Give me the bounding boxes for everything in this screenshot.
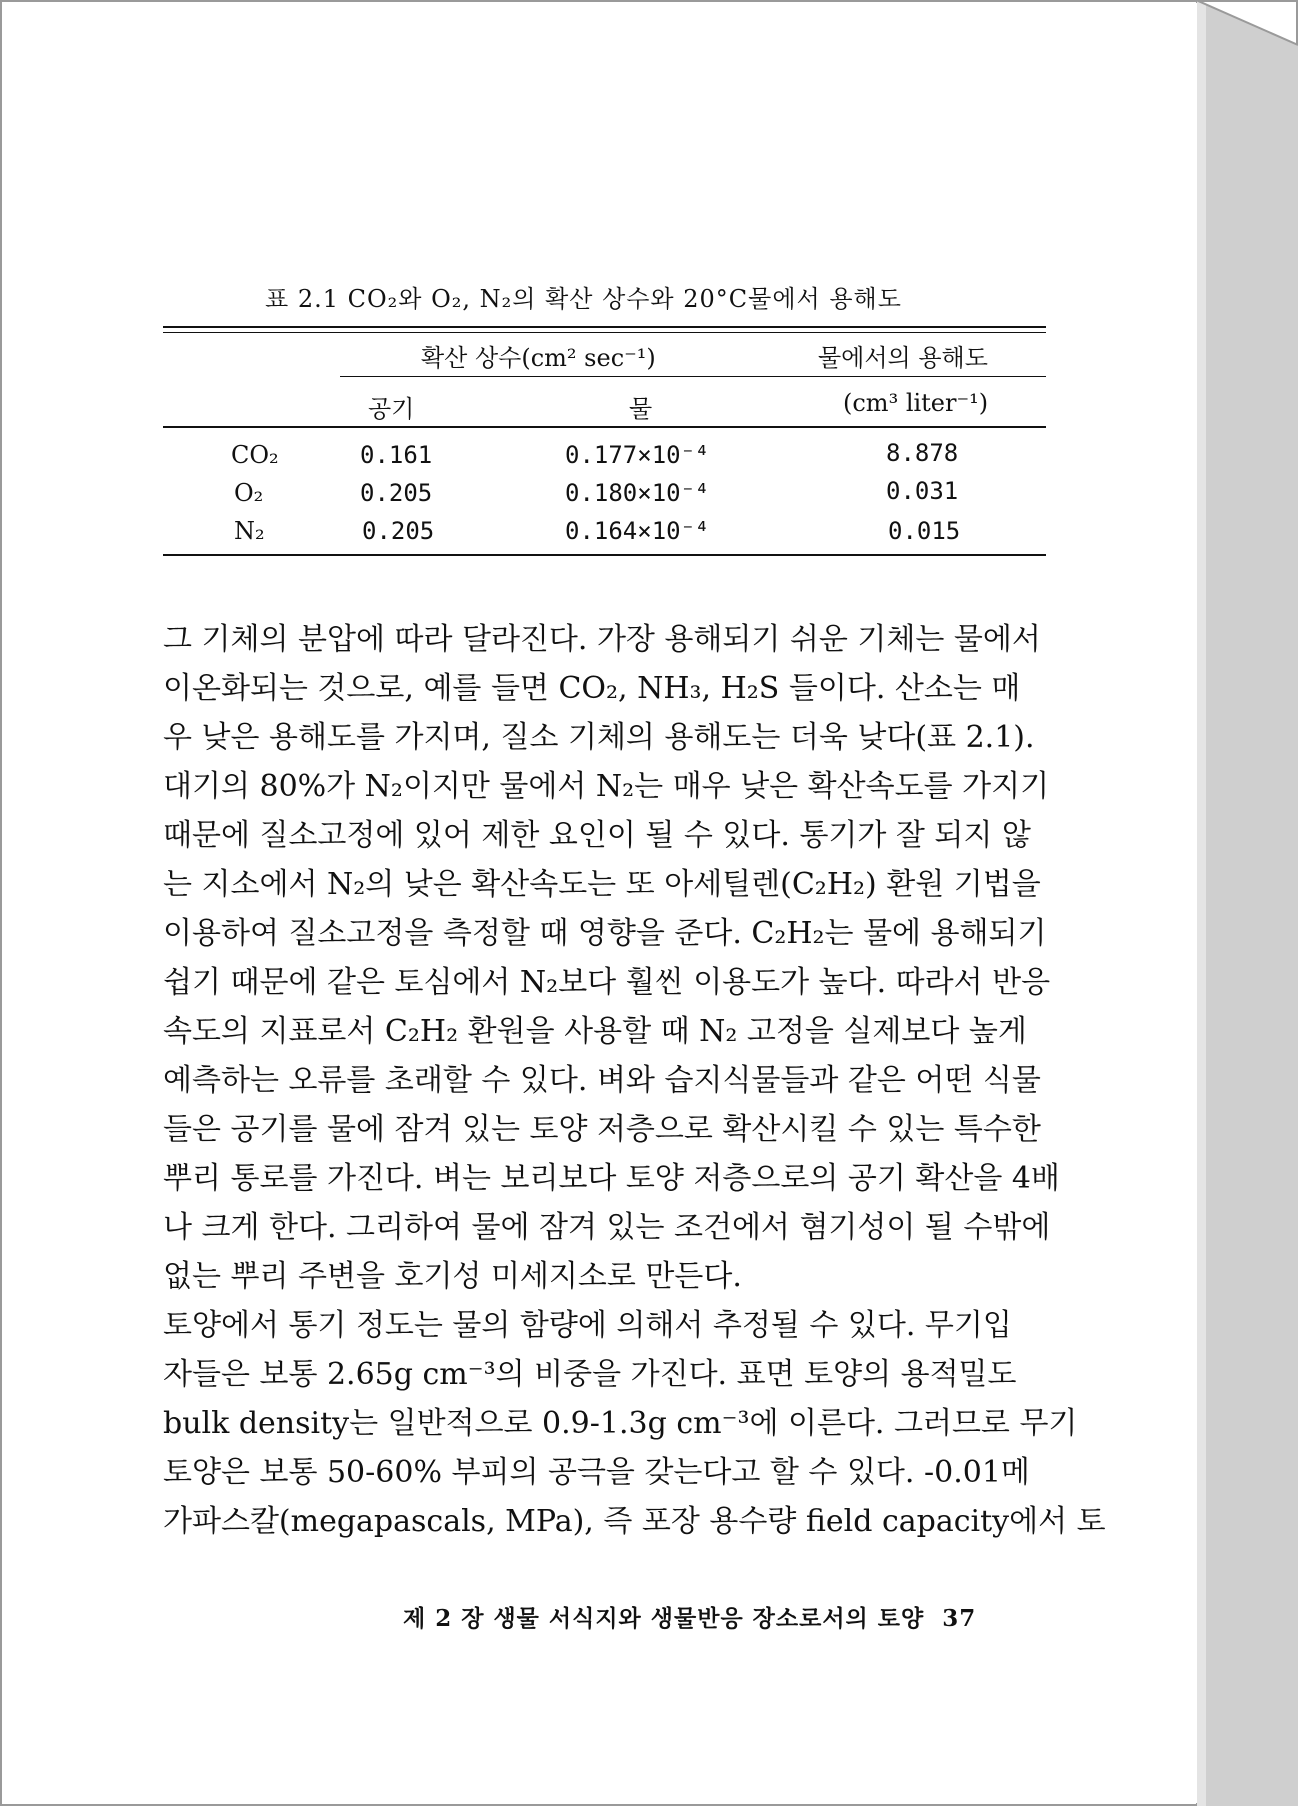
book-page [3,3,1197,1803]
cell-water-n2: 0.164×10⁻⁴ [565,517,710,545]
cell-air-co2: 0.161 [360,441,433,469]
table-header-divider [340,376,1046,377]
body-line: 토양은 보통 50-60% 부피의 공극을 갖는다고 할 수 있다. -0.01메 [163,1455,1030,1490]
header-solubility: 물에서의 용해도 [818,344,988,372]
cell-water-co2: 0.177×10⁻⁴ [565,441,710,469]
body-line: 우 낮은 용해도를 가지며, 질소 기체의 용해도는 더욱 낮다(표 2.1). [163,720,1035,755]
cell-air-n2: 0.205 [362,517,435,545]
body-line: 그 기체의 분압에 따라 달라진다. 가장 용해되기 쉬운 기체는 물에서 [163,622,1041,657]
cell-air-o2: 0.205 [360,479,433,507]
table-top-rule [163,326,1046,328]
body-line: 이온화되는 것으로, 예를 들면 CO₂, NH₃, H₂S 들이다. 산소는 매 [163,671,1021,706]
body-line: 들은 공기를 물에 잠겨 있는 토양 저층으로 확산시킬 수 있는 특수한 [163,1112,1041,1147]
body-line: 는 지소에서 N₂의 낮은 확산속도는 또 아세틸렌(C₂H₂) 환원 기법을 [163,867,1041,902]
chapter-title: 제 2 장 생물 서식지와 생물반응 장소로서의 토양 [403,1605,925,1632]
body-line: 이용하여 질소고정을 측정할 때 영향을 준다. C₂H₂는 물에 용해되기 [163,916,1047,951]
cell-solubility-o2: 0.031 [886,477,959,505]
cell-solubility-n2: 0.015 [888,517,961,545]
body-line: 토양에서 통기 정도는 물의 함량에 의해서 추정될 수 있다. 무기입 [163,1308,1012,1343]
body-line: 없는 뿌리 주변을 호기성 미세지소로 만든다. [163,1259,742,1294]
row-gas-co2: CO₂ [231,441,279,469]
table-bottom-rule [163,554,1046,556]
body-line: 뿌리 통로를 가진다. 벼는 보리보다 토양 저층으로의 공기 확산을 4배 [163,1161,1060,1196]
row-gas-n2: N₂ [234,517,265,545]
table-header-bottom-rule [163,426,1046,428]
page-number: 37 [942,1605,977,1632]
running-footer [403,1600,1023,1633]
body-line: 속도의 지표로서 C₂H₂ 환원을 사용할 때 N₂ 고정을 실제보다 높게 [163,1014,1027,1049]
body-line: 자들은 보통 2.65g cm⁻³의 비중을 가진다. 표면 토양의 용적밀도 [163,1357,1017,1392]
body-line: 때문에 질소고정에 있어 제한 요인이 될 수 있다. 통기가 잘 되지 않 [163,818,1031,853]
header-water: 물 [629,395,653,423]
body-line: 쉽기 때문에 같은 토심에서 N₂보다 훨씬 이용도가 높다. 따라서 반응 [163,965,1051,1000]
table-caption: 표 2.1 CO₂와 O₂, N₂의 확산 상수와 20°C물에서 용해도 [265,285,902,313]
body-text [163,615,1106,1546]
header-diffusion: 확산 상수(cm² sec⁻¹) [421,344,656,372]
header-solubility-unit: (cm³ liter⁻¹) [843,389,989,417]
body-line: 나 크게 한다. 그리하여 물에 잠겨 있는 조건에서 혐기성이 될 수밖에 [163,1210,1051,1245]
cell-solubility-co2: 8.878 [886,439,959,467]
body-line: 대기의 80%가 N₂이지만 물에서 N₂는 매우 낮은 확산속도를 가지기 [163,769,1050,804]
book-page-edge [1196,0,1298,1806]
header-air: 공기 [368,395,415,423]
body-line: 예측하는 오류를 초래할 수 있다. 벼와 습지식물들과 같은 어떤 식물 [163,1063,1041,1098]
body-line: 가파스칼(megapascals, MPa), 즉 포장 용수량 field capacity에서 토 [163,1504,1106,1539]
body-line: bulk density는 일반적으로 0.9-1.3g cm⁻³에 이른다. 그러므로 무기 [163,1406,1078,1441]
table-top-rule-thin [163,332,1046,333]
cell-water-o2: 0.180×10⁻⁴ [565,479,710,507]
row-gas-o2: O₂ [234,479,264,507]
